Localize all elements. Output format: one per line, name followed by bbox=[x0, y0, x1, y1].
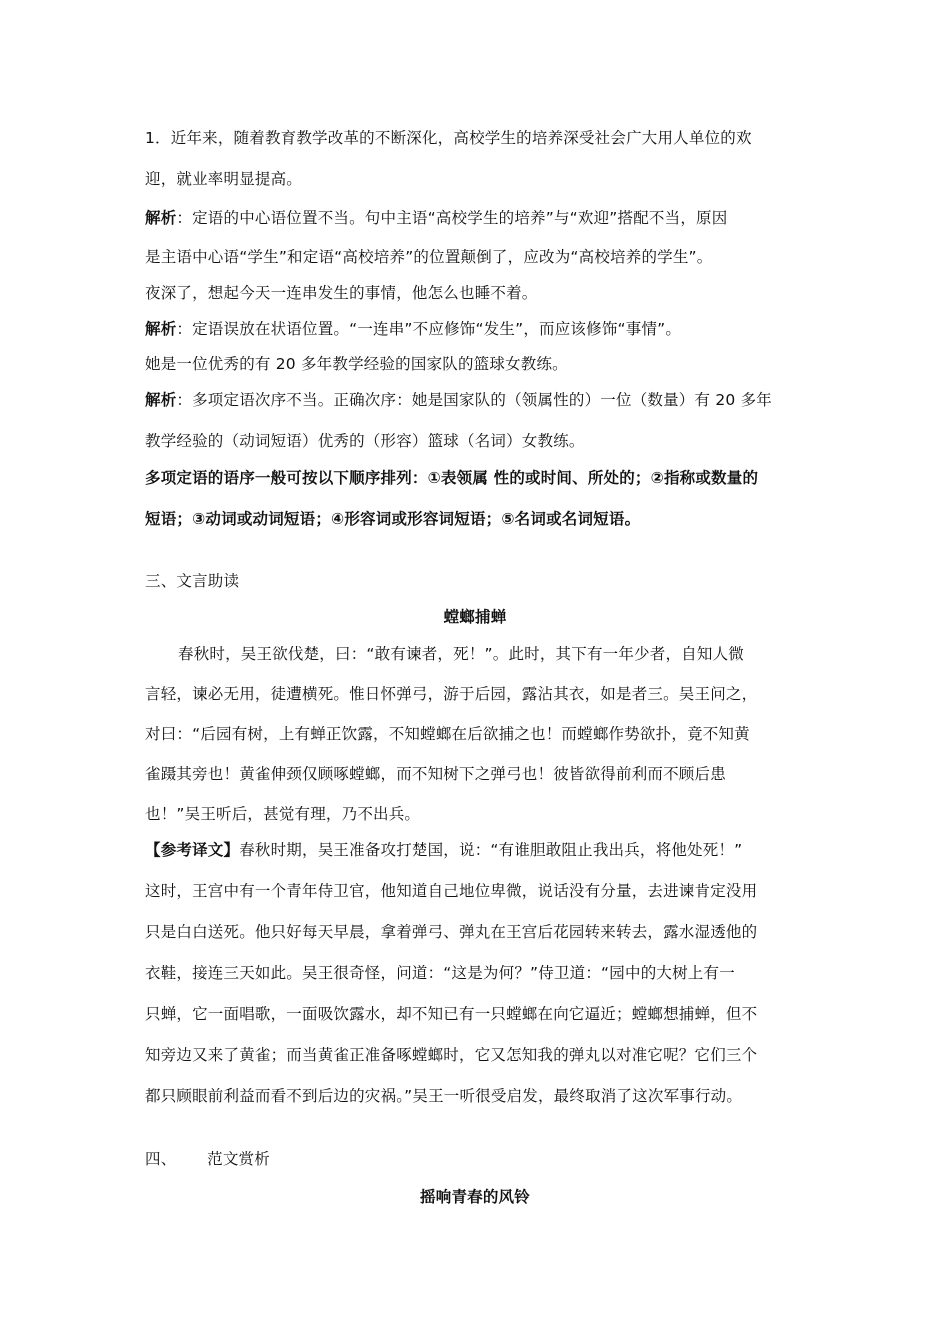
analysis-1-line-2: 是主语中心语“学生”和定语“高校培养”的位置颠倒了，应改为“高校培养的学生”。 bbox=[145, 248, 713, 266]
analysis-2: 解析：定语误放在状语位置。“一连串”不应修饰“发生”，而应该修饰“事情”。 bbox=[145, 320, 682, 338]
translation-line-3: 只是白白送死。他只好每天早晨，拿着弹弓、弹丸在王宫后花园转来转去，露水湿透他的 bbox=[145, 923, 758, 941]
translation-line-6: 知旁边又来了黄雀；而当黄雀正准备啄螳螂时，它又怎知我的弹丸以对准它呢？它们三个 bbox=[145, 1046, 758, 1064]
translation-line-2: 这时，王宫中有一个青年侍卫官，他知道自己地位卑微，说话没有分量，去进谏肯定没用 bbox=[145, 882, 758, 900]
analysis-label: 解析 bbox=[145, 320, 177, 338]
translation-label: 【参考译文】 bbox=[145, 841, 240, 859]
classical-text-line-3: 对曰：“后园有树，上有蝉正饮露，不知螳螂在后欲捕之也！而螳螂作势欲扑，竟不知黄 bbox=[145, 725, 750, 743]
section-4-heading: 四、 范文赏析 bbox=[145, 1150, 270, 1168]
analysis-label: 解析 bbox=[145, 391, 177, 409]
section-3-heading: 三、文言助读 bbox=[145, 572, 240, 590]
rule-line-1: 多项定语的语序一般可按以下顺序排列：①表领属 性的或时间、所处的；②指称或数量的 bbox=[145, 469, 759, 487]
analysis-label: 解析 bbox=[145, 209, 177, 227]
sentence-3: 她是一位优秀的有 20 多年教学经验的国家队的篮球女教练。 bbox=[145, 355, 568, 373]
classical-text-line-4: 雀蹑其旁也！黄雀伸颈仅顾啄螳螂，而不知树下之弹弓也！彼皆欲得前利而不顾后患 bbox=[145, 765, 726, 783]
rule-line-2: 短语；③动词或动词短语；④形容词或形容词短语；⑤名词或名词短语。 bbox=[145, 510, 641, 528]
translation-line-7: 都只顾眼前利益而看不到后边的灾祸。”吴王一听很受启发，最终取消了这次军事行动。 bbox=[145, 1087, 743, 1105]
classical-text-title: 螳螂捕蝉 bbox=[443, 608, 507, 626]
sentence-2: 夜深了，想起今天一连串发生的事情，他怎么也睡不着。 bbox=[145, 284, 538, 302]
classical-text-line-2: 言轻，谏必无用，徒遭横死。惟日怀弹弓，游于后园，露沾其衣，如是者三。吴王问之， bbox=[145, 685, 758, 703]
classical-text-line-5: 也！”吴王听后，甚觉有理，乃不出兵。 bbox=[145, 805, 421, 823]
translation-line-4: 衣鞋，接连三天如此。吴王很奇怪，问道：“这是为何？”侍卫道：“园中的大树上有一 bbox=[145, 964, 735, 982]
analysis-3-line-2: 教学经验的（动词短语）优秀的（形容）篮球（名词）女教练。 bbox=[145, 432, 585, 450]
essay-title: 摇响青春的风铃 bbox=[420, 1188, 530, 1206]
classical-text-line-1: 春秋时，吴王欲伐楚，曰：“敢有谏者，死！”。此时，其下有一年少者，自知人微 bbox=[178, 645, 744, 663]
translation-line-1: 【参考译文】春秋时期，吴王准备攻打楚国，说：“有谁胆敢阻止我出兵，将他处死！” bbox=[145, 841, 743, 859]
sentence-1-line-2: 迎，就业率明显提高。 bbox=[145, 170, 303, 188]
translation-line-5: 只蝉，它一面唱歌，一面吸饮露水，却不知已有一只螳螂在向它逼近；螳螂想捕蝉，但不 bbox=[145, 1005, 758, 1023]
analysis-3-line-1: 解析：多项定语次序不当。正确次序：她是国家队的（领属性的）一位（数量）有 20 多年 bbox=[145, 391, 772, 409]
analysis-1-line-1: 解析：定语的中心语位置不当。句中主语“高校学生的培养”与“欢迎”搭配不当，原因 bbox=[145, 209, 728, 227]
sentence-1-line-1: 1．近年来，随着教育教学改革的不断深化，高校学生的培养深受社会广大用人单位的欢 bbox=[145, 129, 752, 147]
